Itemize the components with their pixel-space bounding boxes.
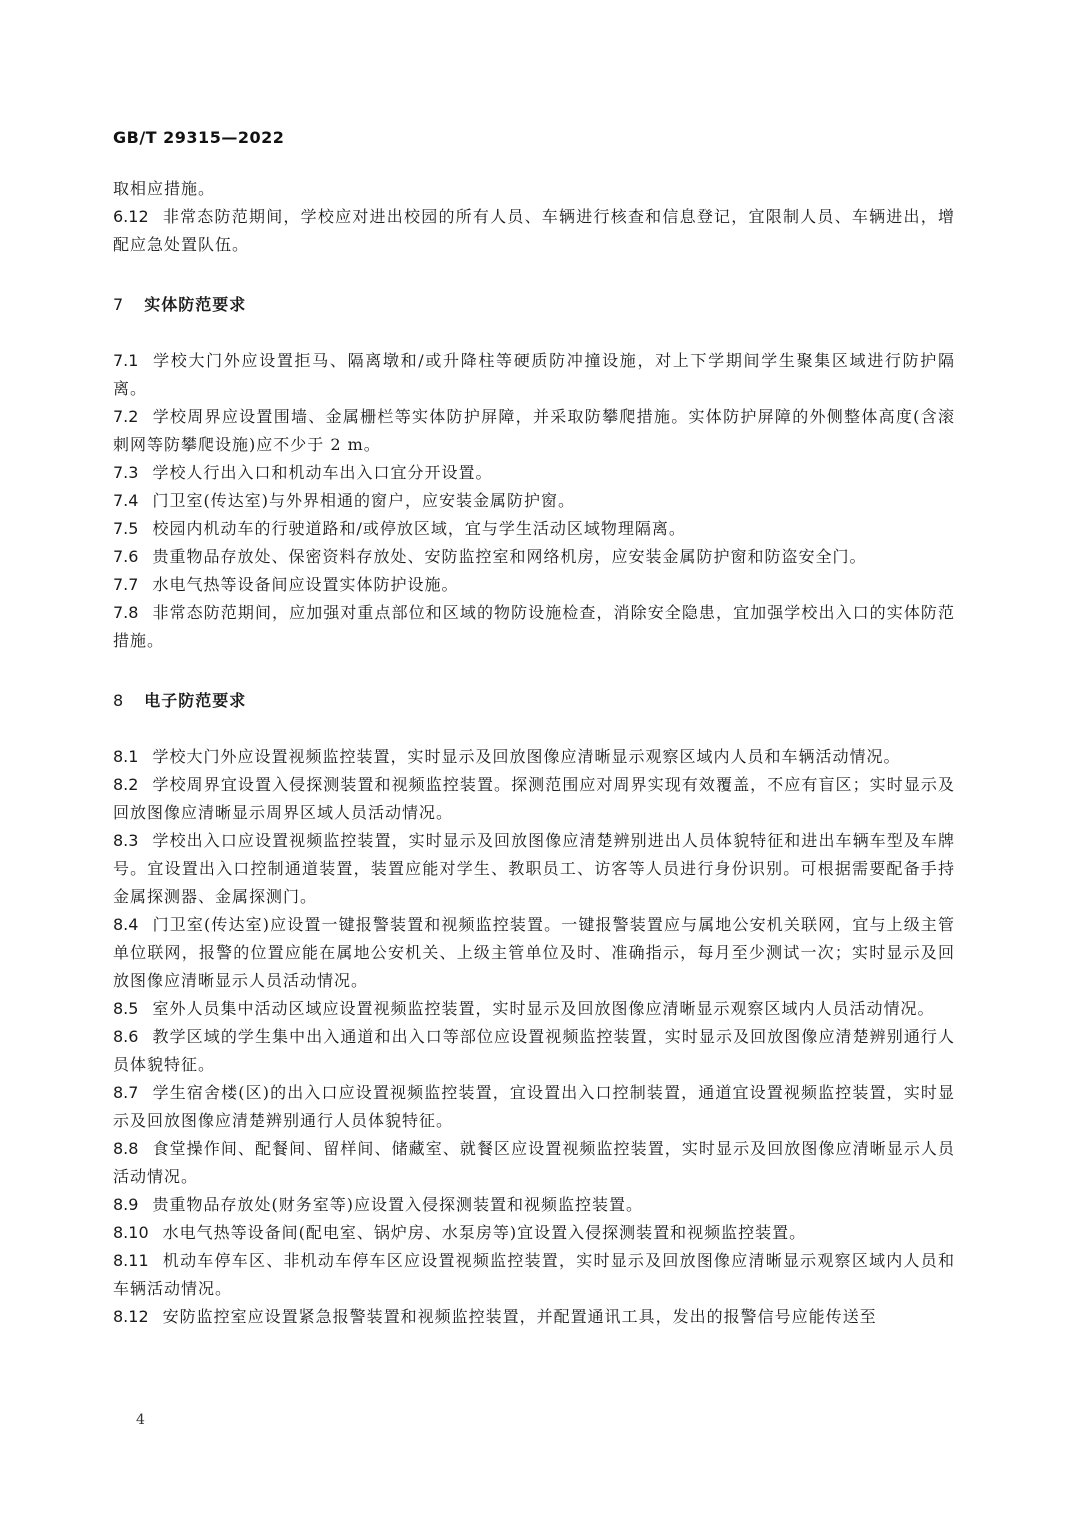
- clause-number: 8.12: [113, 1307, 149, 1326]
- clause-number: 8.2: [113, 775, 139, 794]
- clause-text: 贵重物品存放处(财务室等)应设置入侵探测装置和视频监控装置。: [152, 1195, 643, 1214]
- chapter-number: 7: [113, 295, 125, 314]
- clause-8-11: [113, 1247, 955, 1303]
- clause-8-5: [113, 995, 955, 1023]
- chapter-8-heading: [113, 687, 955, 715]
- clause-7-3: [113, 459, 955, 487]
- chapter-title: 实体防范要求: [144, 295, 247, 314]
- clause-text: 学校大门外应设置视频监控装置，实时显示及回放图像应清晰显示观察区域内人员和车辆活动情况。: [152, 747, 901, 766]
- standard-code-header: GB/T 29315—2022: [113, 128, 285, 147]
- clause-7-8: [113, 599, 955, 655]
- clause-number: 8.3: [113, 831, 139, 850]
- clause-7-1: [113, 347, 955, 403]
- clause-8-1: [113, 743, 955, 771]
- clause-number: 7.5: [113, 519, 139, 538]
- clause-number: 8.5: [113, 999, 139, 1018]
- clause-8-3: [113, 827, 955, 911]
- clause-number: 8.4: [113, 915, 139, 934]
- clause-text: 水电气热等设备间(配电室、锅炉房、水泵房等)宜设置入侵探测装置和视频监控装置。: [162, 1223, 807, 1242]
- clause-text: 学校人行出入口和机动车出入口宜分开设置。: [152, 463, 493, 482]
- clause-text: 学校周界宜设置入侵探测装置和视频监控装置。探测范围应对周界实现有效覆盖，不应有盲区；实时显示及回放图像应清晰显示周界区域人员活动情况。: [113, 775, 955, 822]
- clause-text: 食堂操作间、配餐间、留样间、储藏室、就餐区应设置视频监控装置，实时显示及回放图像应清晰显示人员活动情况。: [113, 1139, 955, 1186]
- clause-number: 7.8: [113, 603, 139, 622]
- clause-7-6: [113, 543, 955, 571]
- clause-number: 7.7: [113, 575, 139, 594]
- continuation-text: 取相应措施。: [113, 179, 216, 198]
- clause-8-9: [113, 1191, 955, 1219]
- clause-number: 8.9: [113, 1195, 139, 1214]
- clause-7-7: [113, 571, 955, 599]
- clause-text: 非常态防范期间，学校应对进出校园的所有人员、车辆进行核查和信息登记，宜限制人员、车辆进出，增配应急处置队伍。: [113, 207, 955, 254]
- clause-text: 学校大门外应设置拒马、隔离墩和/或升降柱等硬质防冲撞设施，对上下学期间学生聚集区域进行防护隔离。: [113, 351, 955, 398]
- clause-number: 6.12: [113, 207, 149, 226]
- clause-8-6: [113, 1023, 955, 1079]
- clause-number: 7.6: [113, 547, 139, 566]
- clause-text: 室外人员集中活动区域应设置视频监控装置，实时显示及回放图像应清晰显示观察区域内人员活动情况。: [152, 999, 935, 1018]
- page-content: [113, 175, 955, 1331]
- chapter-7-heading: [113, 291, 955, 319]
- clause-text: 学生宿舍楼(区)的出入口应设置视频监控装置，宜设置出入口控制装置，通道宜设置视频监控装置，实时显示及回放图像应清楚辨别通行人员体貌特征。: [113, 1083, 955, 1130]
- clause-7-2: [113, 403, 955, 459]
- clause-text: 学校出入口应设置视频监控装置，实时显示及回放图像应清楚辨别进出人员体貌特征和进出车辆车型及车牌号。宜设置出入口控制通道装置，装置应能对学生、教职员工、访客等人员进行身份识别。可根据需要配备手持金属探测器、金属探测门。: [113, 831, 955, 906]
- clause-number: 7.3: [113, 463, 139, 482]
- clause-7-5: [113, 515, 955, 543]
- clause-text: 安防监控室应设置紧急报警装置和视频监控装置，并配置通讯工具，发出的报警信号应能传送至: [162, 1307, 877, 1326]
- clause-text: 水电气热等设备间应设置实体防护设施。: [152, 575, 459, 594]
- clause-text: 非常态防范期间，应加强对重点部位和区域的物防设施检查，消除安全隐患，宜加强学校出入口的实体防范措施。: [113, 603, 955, 650]
- clause-number: 8.10: [113, 1223, 149, 1242]
- clause-number: 8.6: [113, 1027, 139, 1046]
- clause-8-7: [113, 1079, 955, 1135]
- clause-7-4: [113, 487, 955, 515]
- clause-text: 机动车停车区、非机动车停车区应设置视频监控装置，实时显示及回放图像应清晰显示观察区域内人员和车辆活动情况。: [113, 1251, 955, 1298]
- clause-text: 贵重物品存放处、保密资料存放处、安防监控室和网络机房，应安装金属防护窗和防盗安全门。: [152, 547, 867, 566]
- clause-number: 8.1: [113, 747, 139, 766]
- clause-8-4: [113, 911, 955, 995]
- chapter-number: 8: [113, 691, 125, 710]
- clause-text: 门卫室(传达室)与外界相通的窗户，应安装金属防护窗。: [152, 491, 575, 510]
- clause-text: 门卫室(传达室)应设置一键报警装置和视频监控装置。一键报警装置应与属地公安机关联网，宜与上级主管单位联网，报警的位置应能在属地公安机关、上级主管单位及时、准确指示，每月至少测试一次；实时显示及回放图像应清晰显示人员活动情况。: [113, 915, 955, 990]
- clause-text: 学校周界应设置围墙、金属栅栏等实体防护屏障，并采取防攀爬措施。实体防护屏障的外侧整体高度(含滚刺网等防攀爬设施)应不少于 2 m。: [113, 407, 955, 454]
- clause-8-10: [113, 1219, 955, 1247]
- clause-8-2: [113, 771, 955, 827]
- clause-text: 教学区域的学生集中出入通道和出入口等部位应设置视频监控装置，实时显示及回放图像应清楚辨别通行人员体貌特征。: [113, 1027, 955, 1074]
- clause-number: 8.7: [113, 1083, 139, 1102]
- clause-number: 8.11: [113, 1251, 149, 1270]
- clause-number: 7.1: [113, 351, 139, 370]
- clause-8-12: [113, 1303, 955, 1331]
- clause-number: 8.8: [113, 1139, 139, 1158]
- clause-number: 7.2: [113, 407, 139, 426]
- clause-8-8: [113, 1135, 955, 1191]
- clause-6-12: [113, 203, 955, 259]
- clause-text: 校园内机动车的行驶道路和/或停放区域，宜与学生活动区域物理隔离。: [152, 519, 686, 538]
- clause-number: 7.4: [113, 491, 139, 510]
- page-number: 4: [136, 1412, 145, 1428]
- chapter-title: 电子防范要求: [144, 691, 247, 710]
